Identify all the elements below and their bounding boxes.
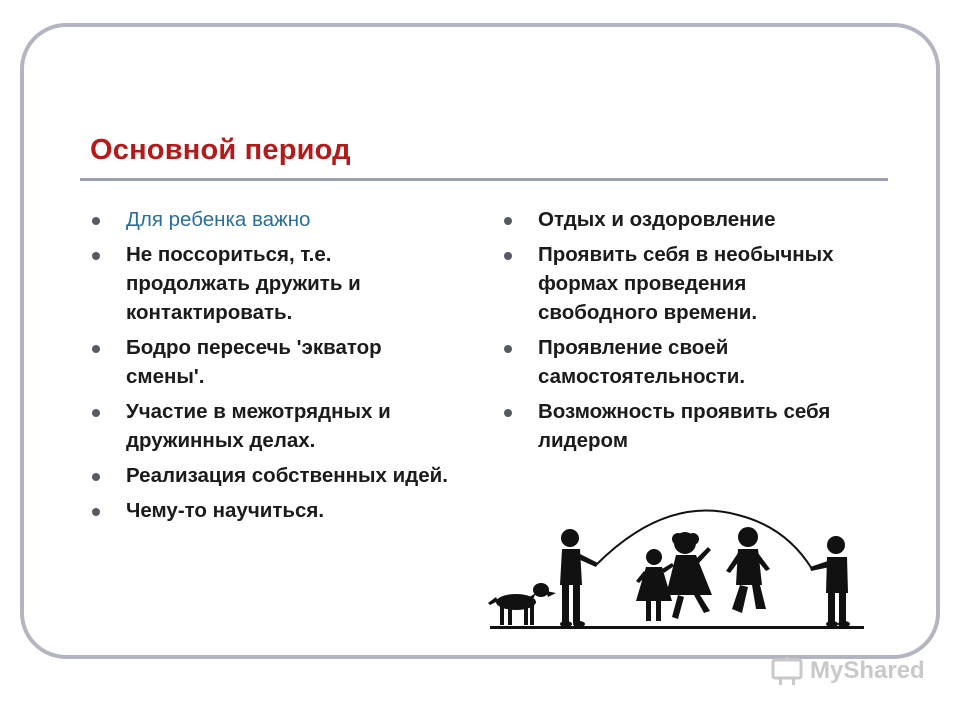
list-item-text: Проявление своей самостоятельности. [538, 336, 746, 388]
list-item [504, 333, 864, 391]
bullet-dot [504, 217, 512, 225]
jump-rope-children-illustration [486, 505, 866, 633]
list-item [504, 397, 864, 455]
list-item-text: Возможность проявить себя лидером [538, 400, 831, 452]
right-bullet-list [504, 205, 864, 461]
small-girl-silhouette [636, 549, 674, 621]
bullet-dot [92, 217, 100, 225]
list-item-text: Реализация собственных идей. [126, 464, 448, 487]
list-item-text: Не поссориться, т.е. продолжать дружить и контактировать. [126, 243, 361, 324]
watermark-text: MyShared [810, 657, 925, 684]
list-item [92, 240, 452, 327]
list-item-text: Проявить себя в необычных формах проведения свободного времени. [538, 243, 834, 324]
list-item [92, 205, 452, 234]
bullet-dot [92, 252, 100, 260]
title-divider [80, 178, 888, 181]
bullet-dot [92, 345, 100, 353]
myshared-watermark [770, 656, 925, 686]
list-item [92, 461, 452, 490]
presentation-board-icon [770, 656, 804, 686]
bullet-dot [92, 508, 100, 516]
bullet-dot [504, 252, 512, 260]
list-item [92, 333, 452, 391]
jump-rope [596, 511, 812, 569]
bullet-dot [92, 409, 100, 417]
list-item [504, 240, 864, 327]
bullet-dot [504, 345, 512, 353]
dog-silhouette [488, 583, 556, 625]
list-item-text: Чему-то научиться. [126, 499, 325, 522]
ground-line [490, 626, 864, 629]
left-bullet-list [92, 205, 452, 531]
list-item [504, 205, 864, 234]
list-item [92, 496, 452, 525]
list-item-text: Отдых и оздоровление [538, 208, 776, 231]
bullet-dot [504, 409, 512, 417]
slide-title: Основной период [90, 134, 351, 166]
boy-jumping-silhouette [726, 527, 770, 613]
list-item-text: Участие в межотрядных и дружинных делах. [126, 400, 391, 452]
list-item [92, 397, 452, 455]
bullet-dot [92, 473, 100, 481]
list-item-text: Для ребенка важно [126, 208, 311, 231]
boy-right-silhouette [810, 536, 850, 627]
boy-left-silhouette [560, 529, 598, 627]
list-item-text: Бодро пересечь 'экватор смены'. [126, 336, 382, 388]
girl-jumping-silhouette [666, 532, 712, 619]
